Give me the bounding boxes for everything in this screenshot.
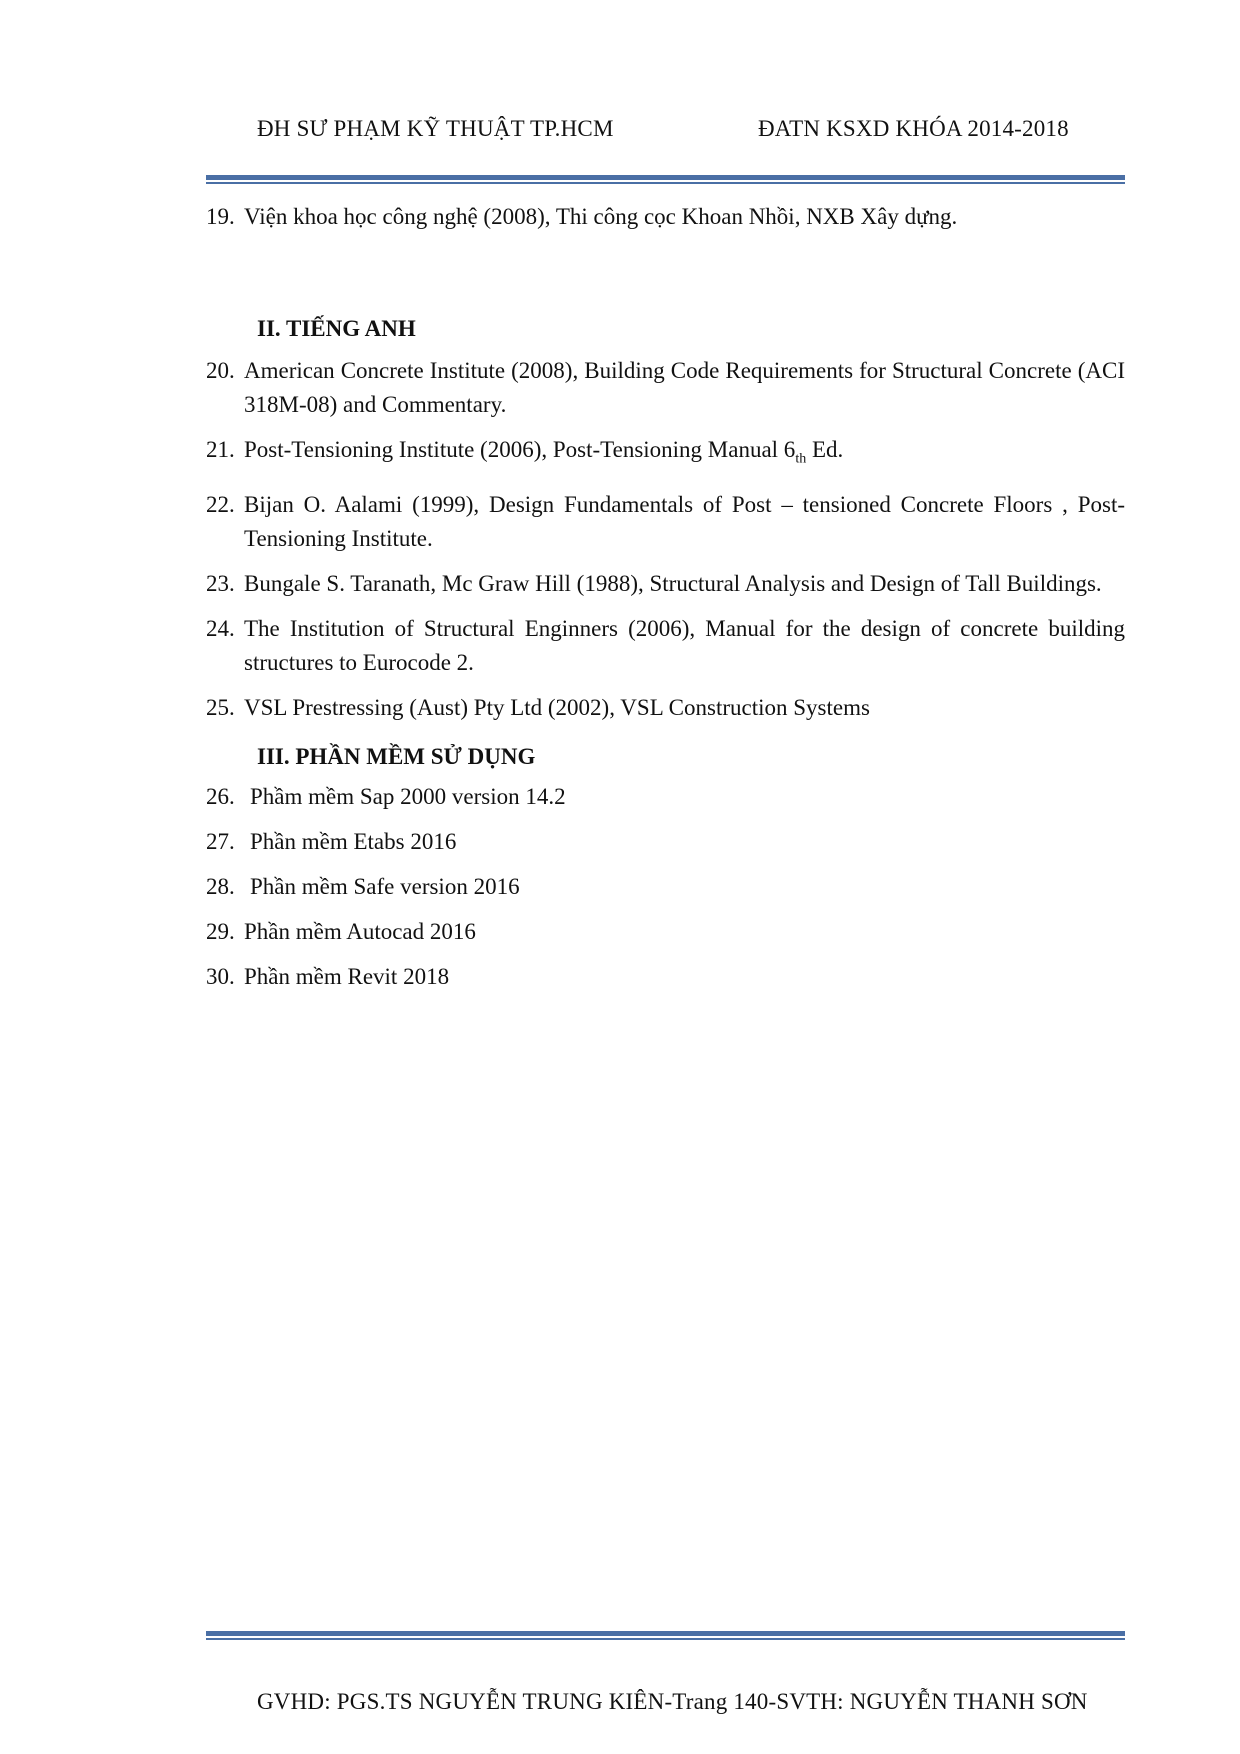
reference-item-21: 21. Post-Tensioning Institute (2006), Post-Tensioning Manual $6_{th}$ Ed. [206, 437, 844, 467]
reference-item-20: 20. American Concrete Institute (2008), Building Code Requirements for Structural Concrete (ACI 318M-08) and Commentary. [206, 358, 1125, 417]
reference-item-24: 24. The Institution of Structural Enginners (2006), Manual for the design of concrete building structures to Eurocode 2. [206, 615, 1125, 675]
header-right-title: ĐATN KSXD KHÓA 2014-2018 [758, 116, 1069, 141]
reference-item-23: 23. Bungale S. Taranath, Mc Graw Hill (1988), Structural Analysis and Design of Tall Buildings. [206, 570, 1102, 596]
reference-item-30: 30. Phần mềm Revit 2018 [206, 963, 450, 989]
reference-item-22: 22. Bijan O. Aalami (1999), Design Fundamentals of Post – tensioned Concrete Floors , Post-Tensioning Institute. [206, 491, 1125, 551]
header-divider [206, 175, 1125, 184]
page-footer: GVHD: PGS.TS NGUYỄN TRUNG KIÊN-Trang 140-SVTH: NGUYỄN THANH SƠN [257, 1689, 1088, 1714]
reference-item-29: 29. Phần mềm Autocad 2016 [206, 918, 476, 944]
footer-divider [206, 1631, 1125, 1640]
section-heading-software: III. PHẦN MỀM SỬ DỤNG [257, 743, 536, 769]
reference-item-19: 19. Viện khoa học công nghệ (2008), Thi công cọc Khoan Nhồi, NXB Xây dựng. [206, 204, 958, 229]
reference-item-25: 25. VSL Prestressing (Aust) Pty Ltd (2002), VSL Construction Systems [206, 694, 870, 720]
header-left-title: ĐH SƯ PHẠM KỸ THUẬT TP.HCM [257, 116, 614, 141]
section-heading-english: II. TIẾNG ANH [257, 316, 416, 341]
reference-item-28: 28. Phần mềm Safe version 2016 [206, 873, 520, 899]
reference-item-26: 26. Phầm mềm Sap 2000 version 14.2 [206, 783, 566, 809]
reference-list [206, 200, 1125, 994]
reference-item-27: 27. Phần mềm Etabs 2016 [206, 828, 457, 854]
